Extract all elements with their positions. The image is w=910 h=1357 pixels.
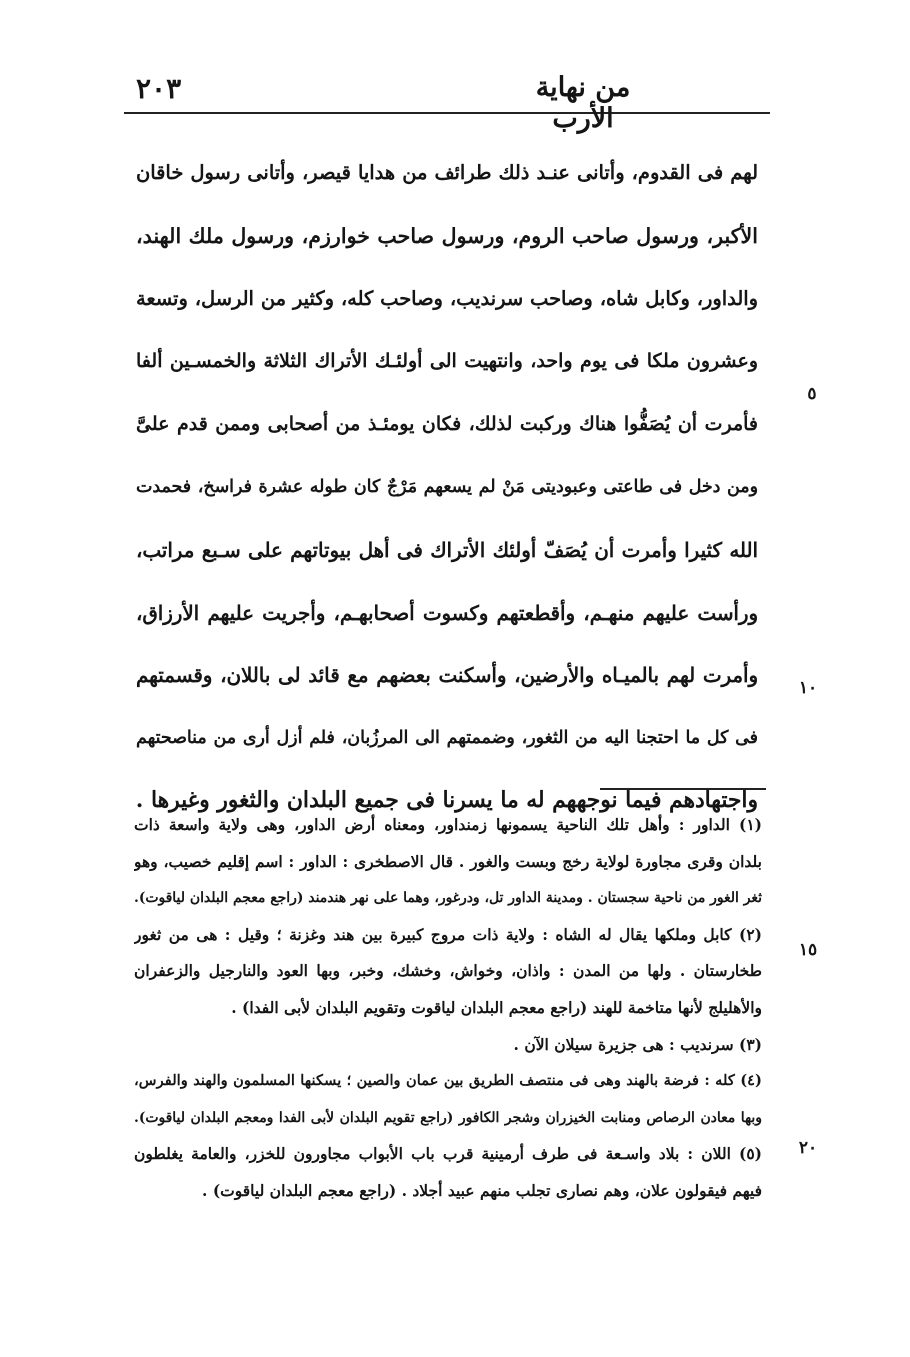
footnote-line: والأهليلج لأنها متاخمة للهند (راجع معجم البلدان لياقوت وتقويم البلدان لأبى الفدا) . bbox=[231, 997, 762, 1017]
line-number-marker: ١٥ bbox=[798, 940, 818, 960]
footnote-line: طخارستان . ولها من المدن : واذان، وخواش، وخشك، وخبر، وبها العود والنارجيل والزعفران bbox=[134, 961, 762, 981]
text-line: ومن دخل فى طاعتى وعبوديتى مَنْ لم يسعهم مَرْجٌ كان طوله عشرة فراسخ، فحمدت bbox=[136, 476, 758, 497]
footnote-separator bbox=[600, 788, 766, 790]
text-line: ورأست عليهم منهـم، وأقطعتهم وكسوت أصحابهـم، وأجريت عليهم الأرزاق، bbox=[136, 600, 758, 625]
text-line: لهم فى القدوم، وأتانى عنـد ذلك طرائف من هدايا قيصر، وأتانى رسول خاقان bbox=[136, 161, 758, 184]
text-line: والداور، وكابل شاه، وصاحب سرنديب، وصاحب كله، وكثير من الرسل، وتسعة bbox=[136, 286, 758, 310]
text-line: فى كل ما احتجنا اليه من الثغور، وضممتهم الى المرزُبان، فلم أزل أرى من مناصحتهم bbox=[136, 728, 758, 749]
footnote-line: (٣) سرنديب : هى جزيرة سيلان الآن . bbox=[513, 1034, 762, 1054]
page-header bbox=[124, 66, 770, 134]
footnote-line: (٢) كابل وملكها يقال له الشاه : ولاية ذات مروج كبيرة بين هند وغزنة ؛ وقيل : هى من ثغور bbox=[134, 924, 762, 944]
footnote-line: (١) الداور : وأهل تلك الناحية يسمونها زمنداور، ومعناه أرض الداور، وهى ولاية واسعة ذات bbox=[134, 815, 762, 834]
footnote-line: بلدان وقرى مجاورة لولاية رخج وبست والغور . قال الاصطخرى : الداور : اسم إقليم خصيب، وهو bbox=[134, 851, 762, 871]
line-number-marker: ٢٠ bbox=[798, 1138, 818, 1158]
main-text bbox=[136, 150, 758, 841]
text-line: الأكبر، ورسول صاحب الروم، ورسول صاحب خوارزم، ورسول ملك الهند، bbox=[136, 223, 758, 248]
page-number: ٢٠٣ bbox=[136, 72, 182, 105]
footnote-line: (٥) اللان : بلاد واسـعة فى طرف أرمينية قرب باب الأبواب مجاورون للخزر، والعامة يغلطون bbox=[134, 1144, 762, 1164]
footnote-line: فيهم فيقولون علان، وهم نصارى تجلب منهم عبيد أجلاد . (راجع معجم البلدان لياقوت) . bbox=[202, 1180, 762, 1200]
text-line: وعشرون ملكا فى يوم واحد، وانتهيت الى أولئـك الأتراك الثلاثة والخمسـين ألفا bbox=[136, 350, 758, 373]
footnotes bbox=[134, 810, 762, 1213]
text-line: فأمرت أن يُصَفُّوا هناك وركبت لذلك، فكان يومئـذ من أصحابى وممن قدم علىَّ bbox=[136, 413, 758, 436]
footnote-line: (٤) كله : فرضة بالهند وهى فى منتصف الطريق بين عمان والصين ؛ يسكنها المسلمون والهند والفرس، bbox=[134, 1072, 762, 1090]
footnote-line: وبها معادن الرصاص ومنابت الخيزران وشجر الكافور (راجع تقويم البلدان لأبى الفدا ومعجم البلدان لياقوت). bbox=[134, 1109, 762, 1126]
footnote-line: ثغر الغور من ناحية سجستان . ومدينة الداور تل، ودرغور، وهما على نهر هندمند (راجع معجم البلدان لياقوت). bbox=[134, 890, 762, 907]
line-number-marker: ٥ bbox=[807, 384, 817, 404]
text-line: الله كثيرا وأمرت أن يُصَفّ أولئك الأتراك فى أهل بيوتاتهم على سـبع مراتب، bbox=[136, 537, 758, 562]
text-line: وأمرت لهم بالميـاه والأرضين، وأسكنت بعضهم مع قائد لى باللان، وقسمتهم bbox=[136, 663, 758, 688]
running-title: من نهاية الأرب bbox=[535, 72, 631, 134]
line-number-marker: ١٠ bbox=[798, 678, 818, 698]
text-line: واجتهادهم فيما نوجههم له ما يسرنا فى جميع البلدان والثغور وغيرها . bbox=[136, 787, 758, 813]
